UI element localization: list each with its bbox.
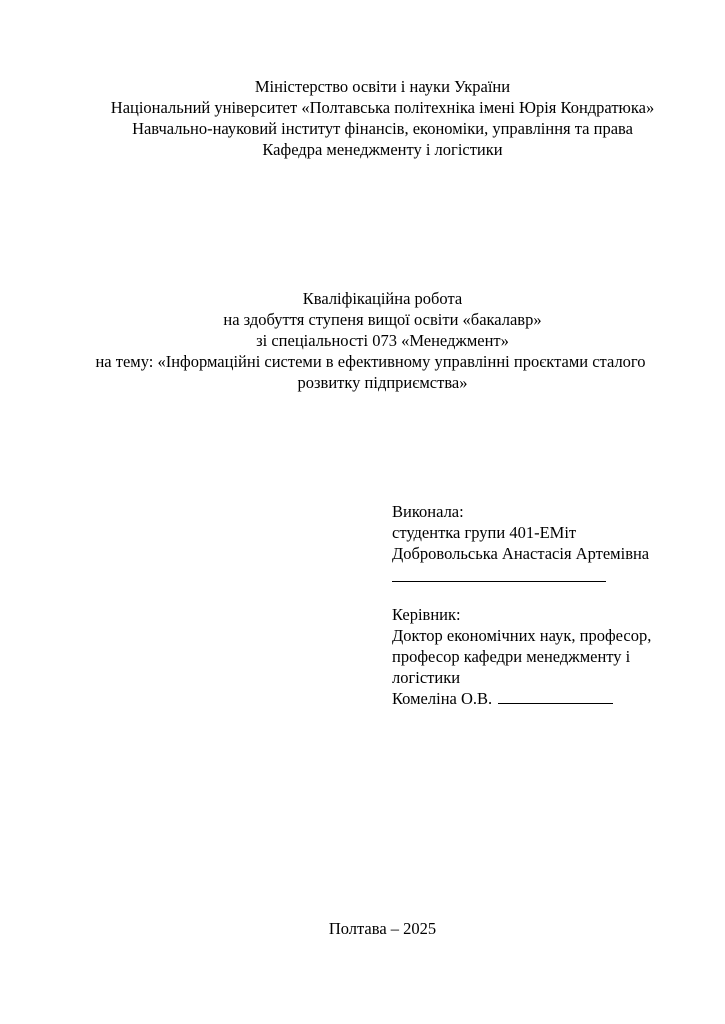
- supervisor-signature-line: [498, 689, 613, 704]
- supervisor-name-row: [392, 688, 692, 709]
- department-name: Кафедра менеджменту і логістики: [262, 140, 503, 159]
- work-title-block: [40, 288, 725, 393]
- performer-group: студентка групи 401-ЕМіт: [392, 523, 577, 542]
- university-name: Національний університет «Полтавська політехніка імені Юрія Кондратюка»: [110, 98, 655, 117]
- performer-signature-line: [392, 564, 692, 585]
- supervisor-position-2: логістики: [392, 668, 461, 687]
- performer-name: Добровольська Анастасія Артемівна: [392, 544, 650, 563]
- supervisor-degree: Доктор економічних наук, професор,: [392, 626, 652, 645]
- degree-line: на здобуття ступеня вищої освіти «бакалавр»: [223, 310, 542, 329]
- topic-line-2: розвитку підприємства»: [297, 373, 468, 392]
- ministry-name: Міністерство освіти і науки України: [254, 77, 511, 96]
- specialty-line: зі спеціальності 073 «Менеджмент»: [256, 331, 509, 350]
- performer-block: [392, 501, 692, 585]
- supervisor-block: [392, 604, 692, 709]
- institution-header: [40, 76, 725, 160]
- supervisor-name: Комеліна О.В.: [392, 689, 493, 708]
- supervisor-position-1: професор кафедри менеджменту і: [392, 647, 631, 666]
- supervisor-label: Керівник:: [392, 605, 461, 624]
- institute-name: Навчально-науковий інститут фінансів, економіки, управління та права: [132, 119, 633, 138]
- work-type: Кваліфікаційна робота: [302, 289, 463, 308]
- performer-label: Виконала:: [392, 502, 464, 521]
- topic-line-1: на тему: «Інформаційні системи в ефективному управлінні проєктами сталого: [95, 352, 646, 371]
- place-year: Полтава – 2025: [328, 919, 437, 938]
